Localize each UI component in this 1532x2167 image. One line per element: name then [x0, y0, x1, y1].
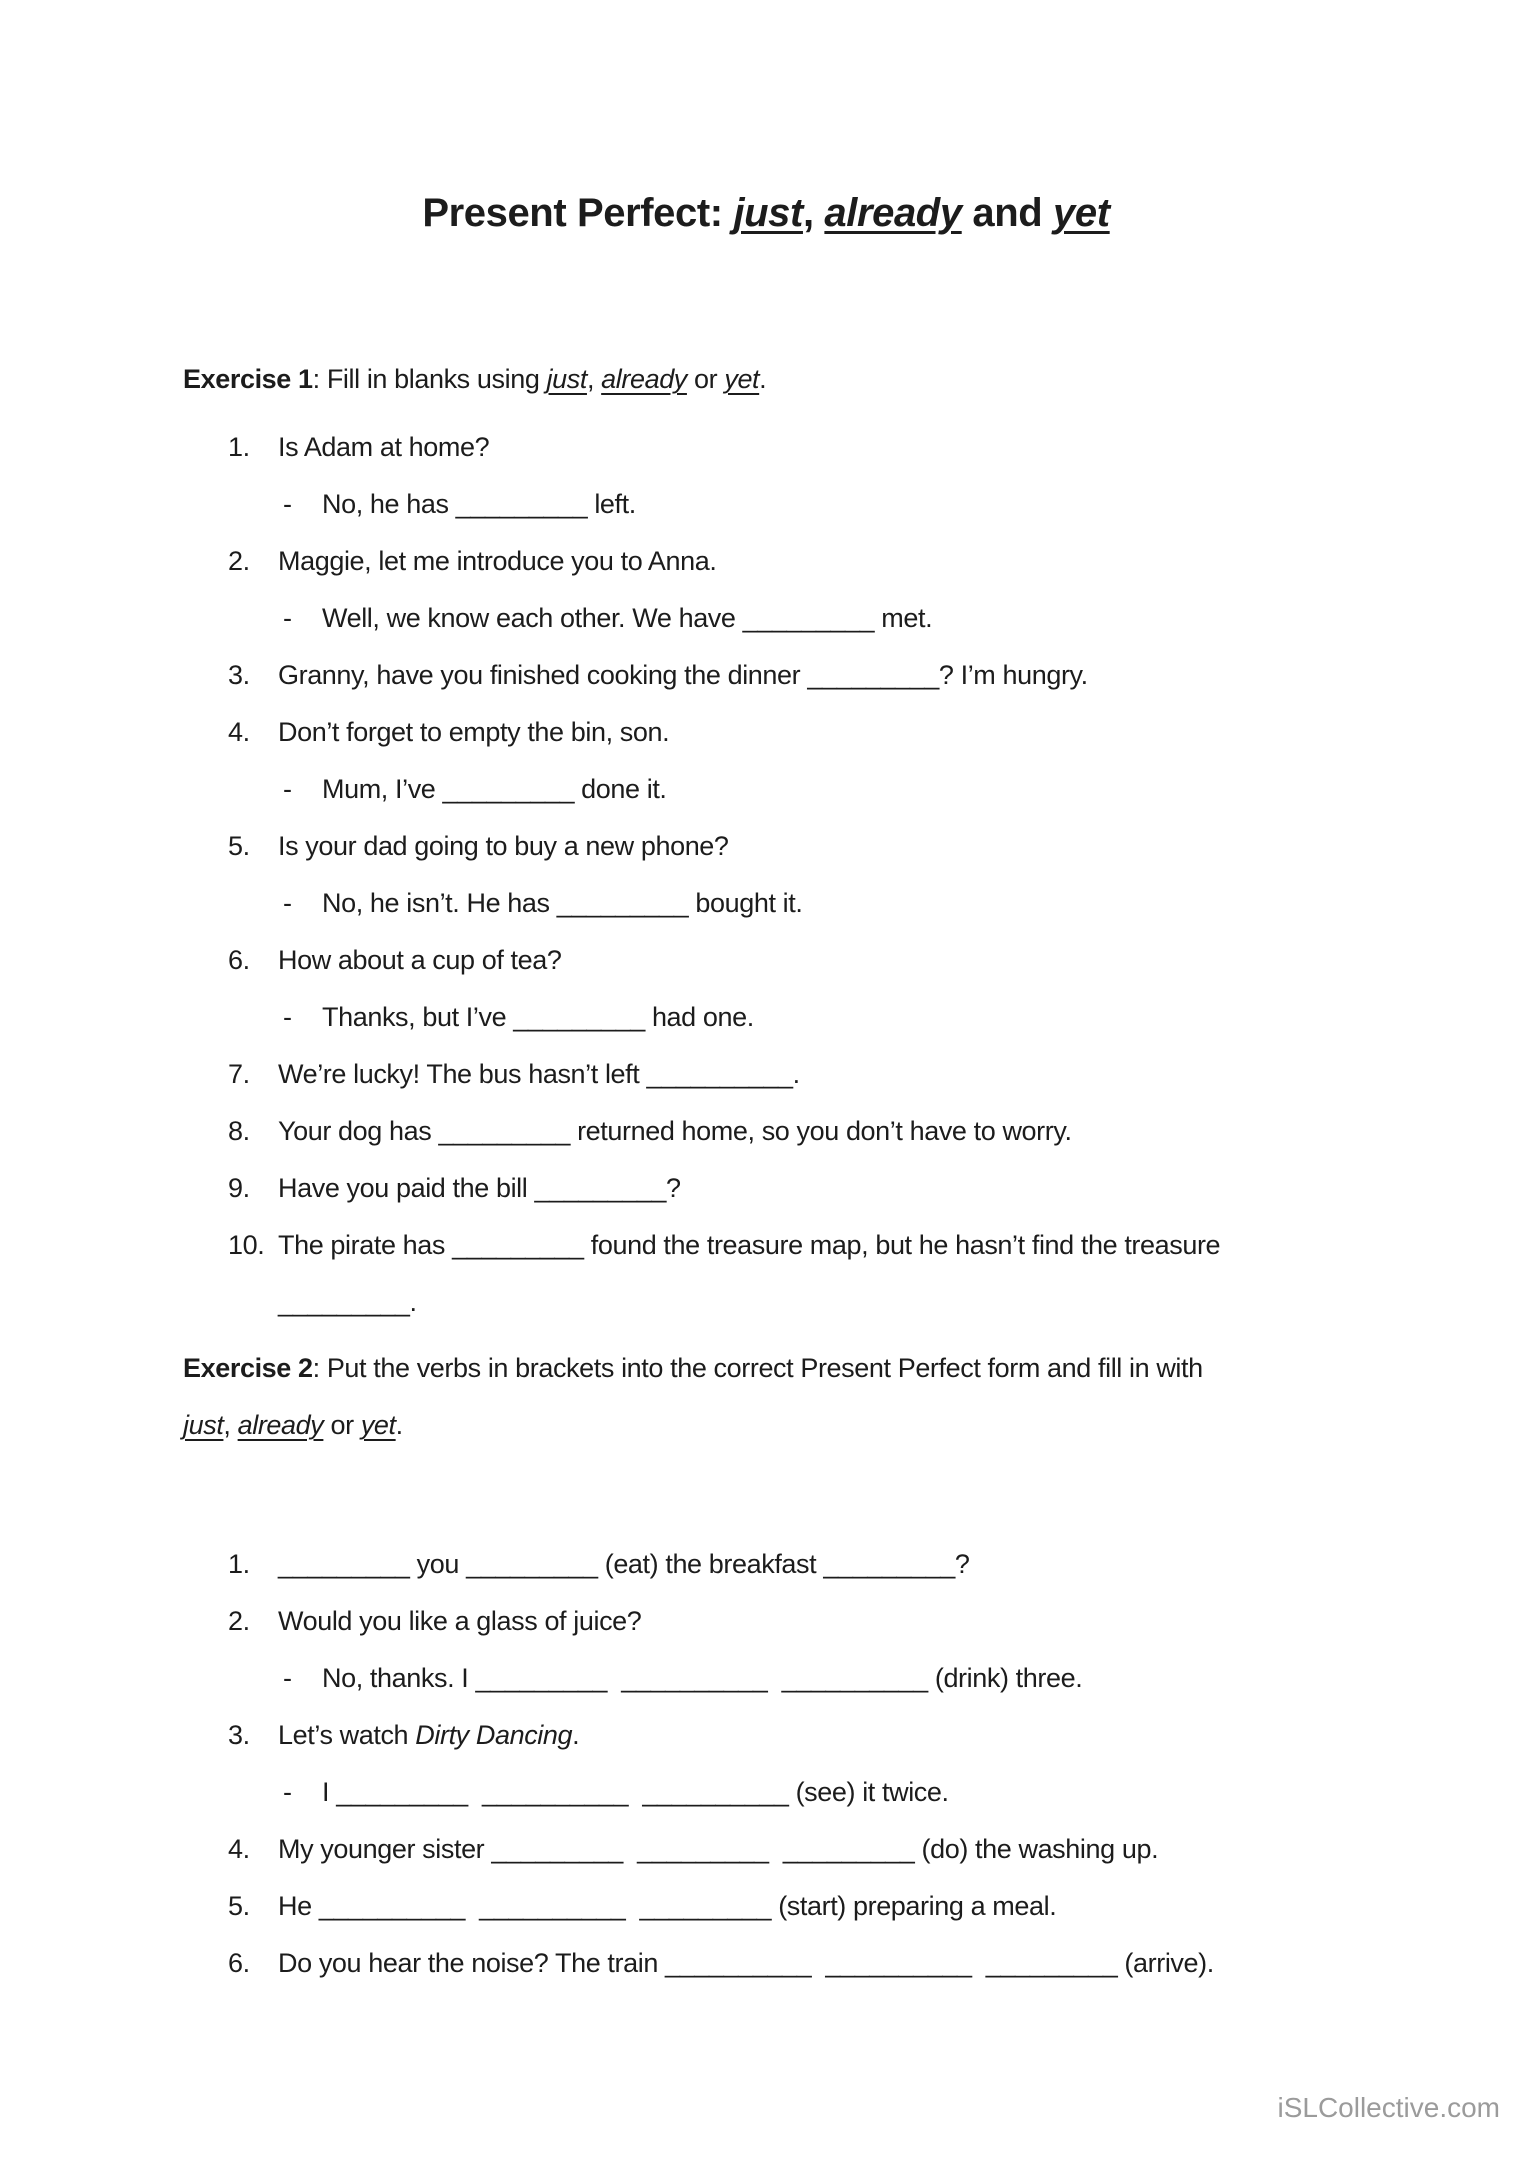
text-segment: already — [237, 1410, 324, 1440]
item-text — [278, 1606, 641, 1636]
exercise1-row-5 — [0, 647, 1532, 704]
item-text — [278, 945, 562, 975]
item-number: 4. — [228, 717, 250, 747]
text-segment: We’re lucky! The bus hasn’t left __________. — [278, 1059, 800, 1089]
text-segment: Thanks, but I’ve _________ had one. — [322, 1002, 754, 1032]
text-segment: and — [961, 191, 1054, 235]
item-text — [322, 774, 667, 804]
text-segment: . — [759, 364, 767, 394]
item-number: 1. — [228, 432, 250, 462]
exercise1-heading — [0, 351, 1532, 408]
item-text — [322, 1002, 754, 1032]
exercise2-row-3 — [0, 1650, 1532, 1707]
text-segment: just — [733, 191, 803, 235]
dash-marker: - — [283, 1663, 292, 1693]
exercise2-list — [0, 1536, 1532, 1992]
text-segment: Have you paid the bill _________? — [278, 1173, 681, 1203]
item-text — [278, 1948, 1214, 1978]
item-number: 2. — [228, 1606, 250, 1636]
exercise1-row-11 — [0, 989, 1532, 1046]
exercise2-row-5 — [0, 1764, 1532, 1821]
exercise1-row-1 — [0, 419, 1532, 476]
item-number: 5. — [228, 831, 250, 861]
exercise2-row-1 — [0, 1536, 1532, 1593]
text-segment: yet — [724, 364, 760, 394]
text-segment: Is Adam at home? — [278, 432, 490, 462]
text-segment: He __________ __________ _________ (start) preparing a meal. — [278, 1891, 1057, 1921]
item-number: 6. — [228, 945, 250, 975]
item-text — [278, 1287, 417, 1317]
text-segment: Let’s watch — [278, 1720, 416, 1750]
item-number: 2. — [228, 546, 250, 576]
exercise2-row-8 — [0, 1935, 1532, 1992]
text-segment: Well, we know each other. We have _________ met. — [322, 603, 933, 633]
exercise2-row-4 — [0, 1707, 1532, 1764]
item-text — [278, 1230, 1220, 1260]
item-text — [278, 831, 729, 861]
exercise1-row-8 — [0, 818, 1532, 875]
dash-marker: - — [283, 1002, 292, 1032]
text-segment: Exercise 1 — [183, 364, 313, 394]
exercise1-row-9 — [0, 875, 1532, 932]
exercise1-list — [0, 419, 1532, 1331]
item-text — [278, 1549, 970, 1579]
item-number: 6. — [228, 1948, 250, 1978]
text-segment: Your dog has _________ returned home, so you don’t have to worry. — [278, 1116, 1072, 1146]
dash-marker: - — [283, 603, 292, 633]
exercise2-heading — [0, 1340, 1532, 1454]
dash-marker: - — [283, 888, 292, 918]
text-segment: The pirate has _________ found the treasure map, but he hasn’t find the treasure — [278, 1230, 1221, 1260]
item-number: 3. — [228, 1720, 250, 1750]
item-number: 7. — [228, 1059, 250, 1089]
item-text — [278, 1116, 1072, 1146]
dash-marker: - — [283, 774, 292, 804]
heading-line — [183, 1340, 1532, 1397]
item-text — [278, 1173, 681, 1203]
exercise2-row-6 — [0, 1821, 1532, 1878]
exercise2-row-7 — [0, 1878, 1532, 1935]
exercise1-row-2 — [0, 476, 1532, 533]
dash-marker: - — [283, 1777, 292, 1807]
exercise1-row-13 — [0, 1103, 1532, 1160]
exercise1-row-15 — [0, 1217, 1532, 1274]
text-segment: yet — [360, 1410, 396, 1440]
text-segment: Exercise 2 — [183, 1353, 313, 1383]
item-text — [278, 546, 716, 576]
item-text — [278, 660, 1088, 690]
item-text — [278, 1720, 579, 1750]
heading-line — [183, 351, 1532, 408]
text-segment: Dirty Dancing — [415, 1720, 573, 1750]
text-segment: : Fill in blanks using — [312, 364, 547, 394]
item-number: 9. — [228, 1173, 250, 1203]
text-segment: No, he has _________ left. — [322, 489, 636, 519]
exercise1-row-16 — [0, 1274, 1532, 1331]
text-segment: Would you like a glass of juice? — [278, 1606, 642, 1636]
item-number: 4. — [228, 1834, 250, 1864]
item-text — [322, 603, 932, 633]
text-segment: Granny, have you finished cooking the dinner _________? I’m hungry. — [278, 660, 1088, 690]
heading-line — [183, 1397, 1532, 1454]
watermark: iSLCollective.com — [1277, 2092, 1500, 2123]
text-segment: just — [183, 1410, 224, 1440]
exercise2-row-2 — [0, 1593, 1532, 1650]
text-segment: No, he isn’t. He has _________ bought it. — [322, 888, 803, 918]
item-text — [278, 1059, 800, 1089]
text-segment: Present Perfect: — [422, 191, 734, 235]
text-segment: already — [601, 364, 687, 394]
exercise1-row-4 — [0, 590, 1532, 647]
text-segment: Mum, I’ve _________ done it. — [322, 774, 667, 804]
text-segment: Don’t forget to empty the bin, son. — [278, 717, 670, 747]
text-segment: Do you hear the noise? The train __________ __________ _________ (arrive). — [278, 1948, 1214, 1978]
text-segment: I _________ __________ __________ (see) it twice. — [322, 1777, 949, 1807]
text-segment: _________. — [278, 1287, 417, 1317]
text-segment: No, thanks. I _________ __________ __________ (drink) three. — [322, 1663, 1083, 1693]
item-number: 8. — [228, 1116, 250, 1146]
item-text — [322, 1777, 949, 1807]
text-segment: My younger sister _________ _________ _________ (do) the washing up. — [278, 1834, 1159, 1864]
text-segment: , — [586, 364, 602, 394]
exercise1-row-10 — [0, 932, 1532, 989]
text-segment: yet — [1053, 191, 1110, 235]
exercise1-row-6 — [0, 704, 1532, 761]
text-segment: _________ you _________ (eat) the breakfast _________? — [278, 1549, 970, 1579]
exercise1-row-7 — [0, 761, 1532, 818]
exercise1-row-12 — [0, 1046, 1532, 1103]
item-text — [278, 1891, 1056, 1921]
text-segment: : Put the verbs in brackets into the correct Present Perfect form and fill in with — [312, 1353, 1203, 1383]
item-text — [322, 489, 636, 519]
item-number: 1. — [228, 1549, 250, 1579]
text-segment: Is your dad going to buy a new phone? — [278, 831, 729, 861]
item-text — [278, 1834, 1158, 1864]
text-segment: . — [395, 1410, 403, 1440]
text-segment: , — [802, 191, 825, 235]
text-segment: How about a cup of tea? — [278, 945, 562, 975]
text-segment: or — [323, 1410, 361, 1440]
exercise1-row-3 — [0, 533, 1532, 590]
text-segment: Maggie, let me introduce you to Anna. — [278, 546, 717, 576]
text-segment: , — [223, 1410, 238, 1440]
item-number: 10. — [228, 1230, 265, 1260]
text-segment: . — [572, 1720, 580, 1750]
dash-marker: - — [283, 489, 292, 519]
worksheet-title — [0, 185, 1532, 241]
item-text — [278, 432, 489, 462]
item-number: 3. — [228, 660, 250, 690]
text-segment: or — [686, 364, 725, 394]
text-segment: just — [546, 364, 587, 394]
text-segment: already — [824, 191, 962, 235]
item-number: 5. — [228, 1891, 250, 1921]
item-text — [322, 888, 802, 918]
item-text — [322, 1663, 1082, 1693]
exercise1-row-14 — [0, 1160, 1532, 1217]
item-text — [278, 717, 669, 747]
